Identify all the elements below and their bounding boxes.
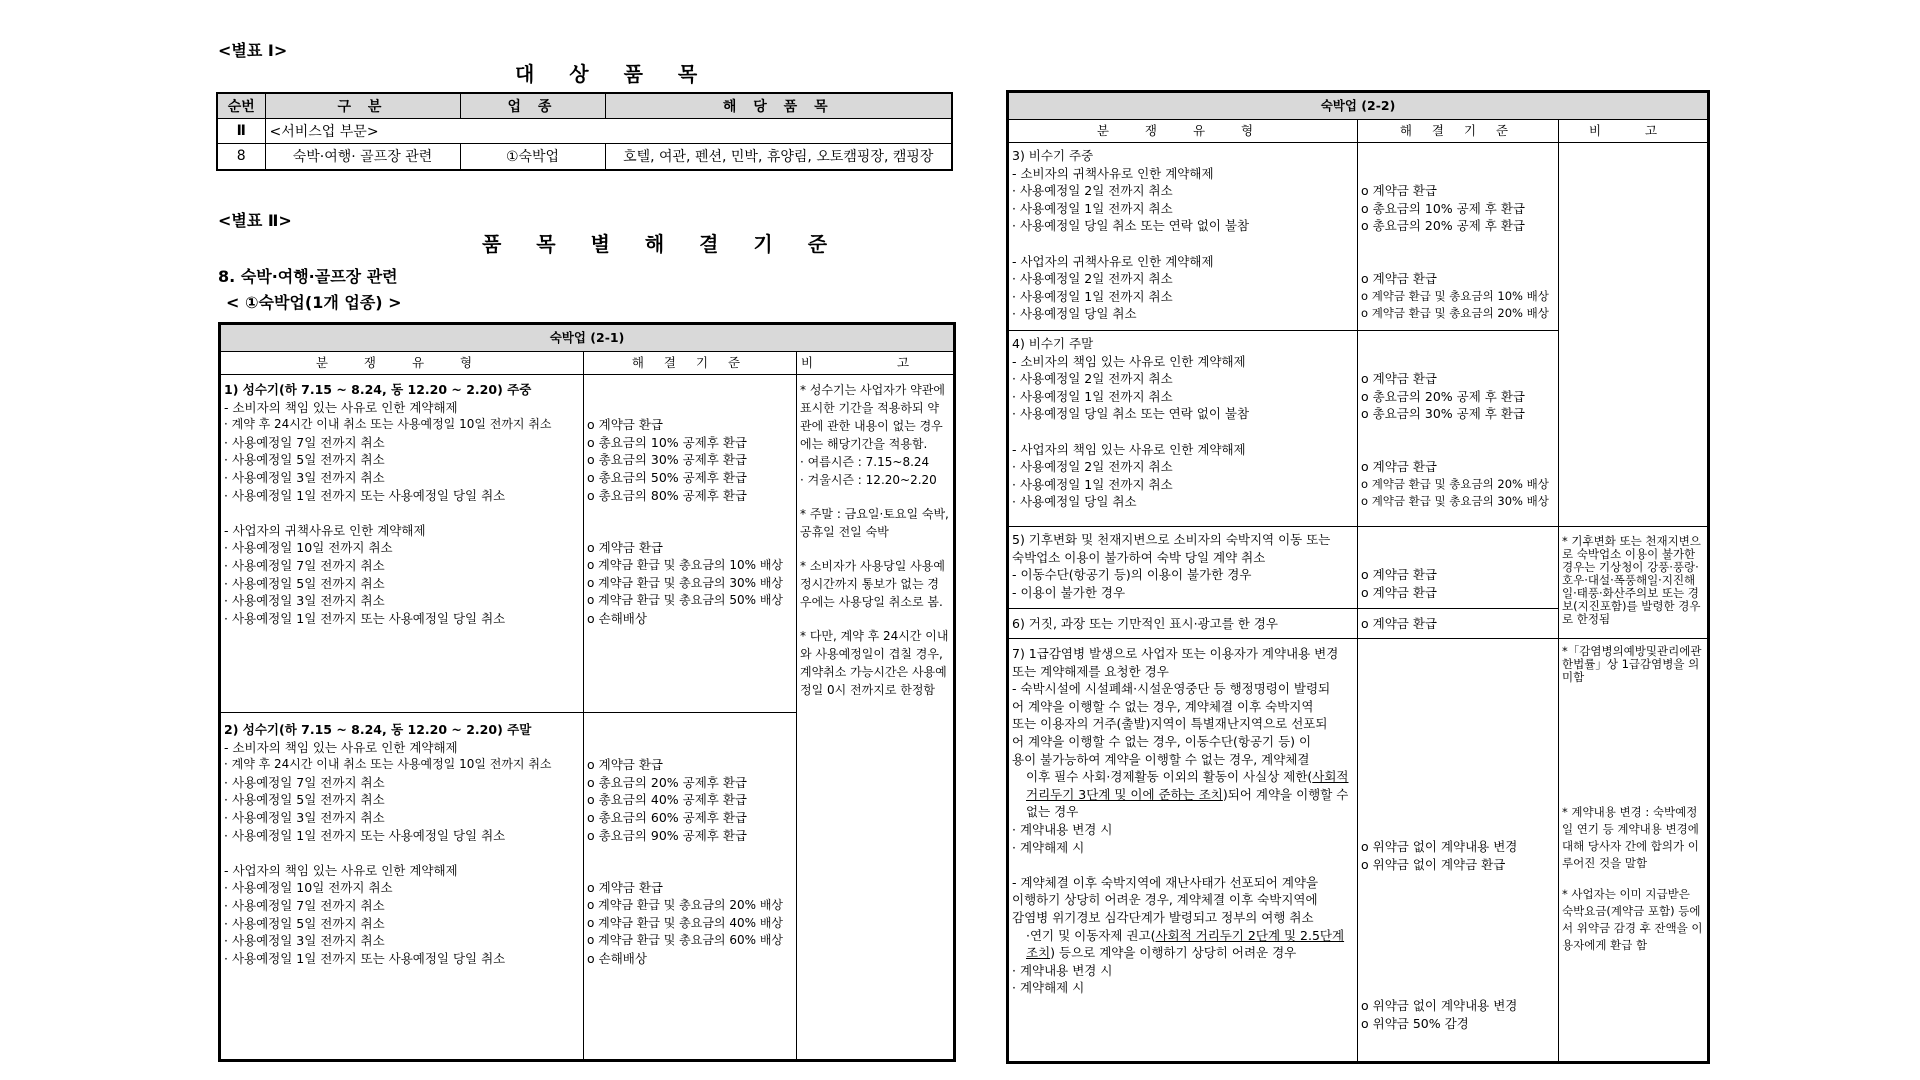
dispute-table-2-1: [218, 322, 956, 1062]
block7-resolution: [1358, 639, 1559, 1062]
resolution-item: o 총요금의 90% 공제후 환급: [587, 827, 747, 843]
block2-dispute: [221, 713, 584, 1060]
list-item: · 사용예정일 2일 전까지 취소: [1012, 459, 1173, 475]
list-item: · 사용예정일 당일 취소 또는 연락 없이 불참: [1012, 406, 1250, 422]
remarks-empty: [1559, 143, 1708, 527]
list-item: · 사용예정일 3일 전까지 취소: [224, 933, 385, 949]
underlined-text: 사회적 거리두기 3단계 및 이에 준하는 조치: [1026, 769, 1349, 802]
row-industry: ①숙박업: [460, 144, 605, 170]
block5-title: 5) 기후변화 및 천재지변으로 소비자의 숙박지역 이동 또는: [1012, 532, 1331, 547]
header-remarks: 비 고: [1559, 120, 1708, 143]
resolution-item: o 계약금 환급: [1361, 183, 1437, 199]
list-item: · 사용예정일 5일 전까지 취소: [224, 452, 385, 468]
list-item: · 사용예정일 당일 취소: [1012, 494, 1137, 510]
list-item: · 사용예정일 당일 취소 또는 연락 없이 불참: [1012, 218, 1250, 234]
remark: * 계약내용 변경 : 숙박예정일 연기 등 계약내용 변경에 대해 당사자 간에 합의가 이루어진 것을 말함: [1562, 805, 1699, 870]
header-dispute: 분 쟁 유 형: [221, 352, 584, 375]
resolution-item: o 총요금의 20% 공제 후 환급: [1361, 388, 1525, 404]
block3-resolution: [1358, 143, 1559, 331]
resolution-item: o 계약금 환급 및 총요금의 20% 배상: [587, 897, 784, 912]
list-item: - 소비자의 책임 있는 사유로 인한 계약해제: [224, 739, 458, 755]
remark: · 겨울시즌 : 12.20~2.20: [800, 473, 937, 487]
header-resolution: 해 결 기 준: [584, 352, 797, 375]
resolution-item: o 계약금 환급: [587, 757, 663, 773]
list-item: · 사용예정일 2일 전까지 취소: [1012, 183, 1173, 199]
list-item: · 사용예정일 5일 전까지 취소: [224, 915, 385, 931]
underlined-text: 사회적 거리두기 2단계 및 2.5단계 조치: [1026, 927, 1345, 961]
block4-title: 4) 비수기 주말: [1012, 336, 1094, 351]
table-row: [217, 144, 952, 170]
section-label: <서비스업 부문>: [265, 119, 952, 144]
list-item: · 사용예정일 당일 취소: [1012, 306, 1137, 322]
dispute-table-2-2: [1006, 90, 1710, 1064]
list-item: - 사업자의 귀책사유로 인한 계약해제: [224, 522, 426, 538]
text-fragment: ) 등으로 계약을 이행하기 상당히 어려운 경우: [1050, 945, 1297, 961]
block5-dispute: [1009, 527, 1358, 609]
list-item: · 계약해제 시: [1012, 839, 1085, 855]
table1-heading: 대 상 품 목: [515, 62, 712, 86]
resolution-item: o 계약금 환급 및 총요금의 50% 배상: [587, 593, 784, 608]
list-item: · 사용예정일 5일 전까지 취소: [224, 575, 385, 591]
list-item: · 계약내용 변경 시: [1012, 821, 1113, 837]
table2-label: <별표 Ⅱ>: [218, 211, 292, 230]
resolution-item: o 계약금 환급: [1361, 271, 1437, 287]
resolution-item: o 계약금 환급: [1361, 459, 1437, 475]
list-item: 어 계약을 이행할 수 없는 경우, 계약체결 이후 숙박지역: [1012, 698, 1314, 714]
resolution-item: o 위약금 없이 계약내용 변경: [1361, 839, 1518, 854]
list-item: 숙박업소 이용이 불가하여 숙박 당일 계약 취소: [1012, 549, 1266, 565]
resolution-item: o 계약금 환급 및 총요금의 20% 배상: [1361, 476, 1549, 491]
list-item: - 소비자의 귀책사유로 인한 계약해제: [1012, 165, 1214, 181]
block7-remarks: [1559, 639, 1708, 1062]
list-item: · 사용예정일 2일 전까지 취소: [1012, 271, 1173, 287]
remark: * 성수기는 사업자가 약관에 표시한 기간을 적용하되 약관에 관한 내용이 없는 경우에는 해당기간을 적용함.: [800, 383, 945, 451]
resolution-item: o 총요금의 20% 공제후 환급: [587, 774, 747, 790]
resolution-item: o 계약금 환급: [1361, 371, 1437, 387]
list-item: · 사용예정일 10일 전까지 취소: [224, 540, 393, 556]
header-remarks: 비 고: [797, 352, 954, 375]
list-item: 어 계약을 이행할 수 없는 경우, 이동수단(항공기 등) 이: [1012, 733, 1312, 749]
resolution-item: o 계약금 환급: [587, 417, 663, 433]
resolution-item: o 총요금의 30% 공제 후 환급: [1361, 406, 1525, 422]
header-cell: 구 분: [265, 93, 460, 119]
resolution-item: o 계약금 환급 및 총요금의 40% 배상: [587, 915, 784, 930]
list-item: · 사용예정일 3일 전까지 취소: [224, 593, 385, 609]
resolution-item: o 위약금 없이 계약금 환급: [1361, 856, 1506, 872]
resolution-item: o 총요금의 60% 공제후 환급: [587, 809, 747, 825]
table2-heading: 품 목 별 해 결 기 준: [482, 232, 842, 256]
list-item: · 사용예정일 1일 전까지 취소: [1012, 476, 1173, 492]
list-item: 감염병 위기경보 심각단계가 발령되고 정부의 여행 취소: [1012, 909, 1314, 925]
resolution-item: o 총요금의 10% 공제후 환급: [587, 434, 747, 450]
resolution-item: o 총요금의 30% 공제후 환급: [587, 452, 747, 468]
list-item: 이행하기 상당히 어려운 경우, 계약체결 이후 숙박지역에: [1012, 892, 1318, 908]
list-item: - 사업자의 책임 있는 사유로 인한 계약해제: [224, 862, 458, 878]
header-dispute: 분 쟁 유 형: [1009, 120, 1358, 143]
block1-title: 1) 성수기(하 7.15 ~ 8.24, 동 12.20 ~ 2.20) 주중: [224, 382, 532, 397]
header-cell: 순번: [217, 93, 265, 119]
resolution-item: o 계약금 환급 및 총요금의 20% 배상: [1361, 306, 1549, 321]
remark: · 여름시즌 : 7.15~8.24: [800, 455, 930, 469]
resolution-item: o 계약금 환급: [587, 880, 663, 896]
list-item: [1012, 927, 1354, 962]
list-item: 용이 불가능하여 계약을 이행할 수 없는 경우, 계약체결: [1012, 751, 1310, 767]
table-caption: 숙박업 (2-2): [1009, 93, 1708, 120]
resolution-item: o 총요금의 50% 공제후 환급: [587, 469, 747, 485]
text-fragment: 이후 필수 사회·경제활동 이외의 활동이 사실상 제한(: [1026, 769, 1313, 785]
list-item: - 이동수단(항공기 등)의 이용이 불가한 경우: [1012, 567, 1252, 583]
text-fragment: )되어 계약을 이행할 수 없는 경우: [1026, 786, 1349, 820]
list-item: 또는 이용자의 거주(출발)지역이 특별재난지역으로 선포되: [1012, 716, 1328, 732]
block2-resolution: [584, 713, 797, 1060]
block4-dispute: [1009, 331, 1358, 527]
block6-resolution: [1358, 609, 1559, 639]
resolution-item: o 위약금 50% 감경: [1361, 1015, 1469, 1031]
text-fragment: ·연기 및 이동자제 권고(: [1026, 927, 1156, 943]
list-item: · 사용예정일 10일 전까지 취소: [224, 880, 393, 896]
resolution-item: o 총요금의 20% 공제 후 환급: [1361, 218, 1525, 234]
resolution-item: o 손해배상: [587, 950, 647, 966]
block6-title: 6) 거짓, 과장 또는 기만적인 표시·광고를 한 경우: [1012, 615, 1278, 631]
list-item: 또는 계약해제를 요청한 경우: [1012, 663, 1169, 679]
list-item: - 소비자의 책임 있는 사유로 인한 계약해제: [224, 399, 458, 415]
list-item: [1012, 768, 1354, 821]
resolution-item: o 계약금 환급: [587, 540, 663, 556]
list-item: · 사용예정일 1일 전까지 또는 사용예정일 당일 취소: [224, 950, 506, 966]
resolution-item: o 계약금 환급 및 총요금의 60% 배상: [587, 933, 784, 948]
subsection-title: < ①숙박업(1개 업종) >: [226, 293, 402, 312]
remark: * 다만, 계약 후 24시간 이내와 사용예정일이 겹칠 경우, 계약취소 가능시간은 사용예정일 0시 전까지로 한정함: [800, 629, 949, 697]
remark: * 기후변화 또는 천재지변으로 숙박업소 이용이 불가한 경우는 기상청이 강풍·풍랑·호우·대설·폭풍해일·지진해일·태풍·화산주의보 또는 경보(지진포함)를 발령한 경우로 한정됨: [1562, 534, 1701, 626]
remark: * 소비자가 사용당일 사용예정시간까지 통보가 없는 경우에는 사용당일 취소로 봄.: [800, 559, 945, 609]
block5-resolution: [1358, 527, 1559, 609]
list-item: - 사업자의 귀책사유로 인한 계약해제: [1012, 253, 1214, 269]
list-item: · 사용예정일 5일 전까지 취소: [224, 792, 385, 808]
list-item: · 사용예정일 1일 전까지 또는 사용예정일 당일 취소: [224, 827, 506, 843]
resolution-item: o 총요금의 10% 공제 후 환급: [1361, 200, 1525, 216]
resolution-item: o 계약금 환급: [1361, 615, 1437, 631]
block1-resolution: [584, 375, 797, 713]
header-cell: 업 종: [460, 93, 605, 119]
list-item: · 사용예정일 7일 전까지 취소: [224, 557, 385, 573]
list-item: · 사용예정일 7일 전까지 취소: [224, 774, 385, 790]
table-caption: 숙박업 (2-1): [221, 325, 954, 352]
resolution-item: o 계약금 환급 및 총요금의 30% 배상: [1361, 494, 1549, 509]
list-item: · 사용예정일 1일 전까지 취소: [1012, 388, 1173, 404]
list-item: - 이용이 불가한 경우: [1012, 584, 1126, 600]
resolution-item: o 총요금의 80% 공제후 환급: [587, 487, 747, 503]
list-item: · 계약해제 시: [1012, 980, 1085, 996]
section-number: Ⅱ: [217, 119, 265, 144]
remarks-column: [797, 375, 954, 1060]
resolution-item: o 계약금 환급 및 총요금의 30% 배상: [587, 575, 784, 590]
row-category: 숙박·여행· 골프장 관련: [265, 144, 460, 170]
resolution-item: o 계약금 환급 및 총요금의 10% 배상: [1361, 288, 1549, 303]
table-row: [217, 119, 952, 144]
list-item: · 계약내용 변경 시: [1012, 962, 1113, 978]
resolution-item: o 계약금 환급: [1361, 567, 1437, 583]
row-items: 호텔, 여관, 펜션, 민박, 휴양림, 오토캠핑장, 캠핑장: [605, 144, 952, 170]
resolution-item: o 계약금 환급 및 총요금의 10% 배상: [587, 557, 784, 572]
block7-dispute: [1009, 639, 1358, 1062]
list-item: - 소비자의 책임 있는 사유로 인한 계약해제: [1012, 353, 1246, 369]
remark: *「감염병의예방및관리에관한법률」상 1급감염병을 의미함: [1562, 644, 1702, 684]
remark: * 주말 : 금요일·토요일 숙박, 공휴일 전일 숙박: [800, 507, 949, 539]
block3-title: 3) 비수기 주중: [1012, 148, 1094, 163]
row-number: 8: [217, 144, 265, 170]
header-resolution: 해 결 기 준: [1358, 120, 1559, 143]
block1-dispute: [221, 375, 584, 713]
block3-dispute: [1009, 143, 1358, 331]
list-item: · 사용예정일 1일 전까지 또는 사용예정일 당일 취소: [224, 487, 506, 503]
target-items-table: [216, 92, 953, 171]
list-item: · 계약 후 24시간 이내 취소 또는 사용예정일 10일 전까지 취소: [224, 757, 552, 772]
list-item: · 사용예정일 7일 전까지 취소: [224, 897, 385, 913]
block4-resolution: [1358, 331, 1559, 527]
resolution-item: o 총요금의 40% 공제후 환급: [587, 792, 747, 808]
list-item: - 숙박시설에 시설폐쇄·시설운영중단 등 행정명령이 발령되: [1012, 681, 1331, 697]
block7-title: 7) 1급감염병 발생으로 사업자 또는 이용자가 계약내용 변경: [1012, 646, 1339, 661]
list-item: - 사업자의 책임 있는 사유로 인한 계약해제: [1012, 441, 1246, 457]
resolution-item: o 위약금 없이 계약내용 변경: [1361, 998, 1518, 1014]
block6-dispute: [1009, 609, 1358, 639]
resolution-item: o 계약금 환급: [1361, 584, 1437, 600]
table1-label: <별표 Ⅰ>: [218, 41, 288, 60]
list-item: · 사용예정일 2일 전까지 취소: [1012, 371, 1173, 387]
section-title: 8. 숙박·여행·골프장 관련: [218, 267, 398, 286]
block2-title: 2) 성수기(하 7.15 ~ 8.24, 동 12.20 ~ 2.20) 주말: [224, 722, 532, 737]
remark: * 사업자는 이미 지급받은 숙박요금(계약금 포함) 등에서 위약금 감경 후 잔액을 이용자에게 환급 함: [1562, 887, 1703, 952]
list-item: · 사용예정일 7일 전까지 취소: [224, 434, 385, 450]
list-item: · 사용예정일 3일 전까지 취소: [224, 469, 385, 485]
list-item: · 사용예정일 1일 전까지 취소: [1012, 288, 1173, 304]
list-item: · 사용예정일 3일 전까지 취소: [224, 809, 385, 825]
list-item: · 사용예정일 1일 전까지 또는 사용예정일 당일 취소: [224, 610, 506, 626]
table-header-row: [217, 93, 952, 119]
list-item: · 사용예정일 1일 전까지 취소: [1012, 200, 1173, 216]
list-item: · 계약 후 24시간 이내 취소 또는 사용예정일 10일 전까지 취소: [224, 417, 552, 432]
resolution-item: o 손해배상: [587, 610, 647, 626]
list-item: - 계약체결 이후 숙박지역에 재난사태가 선포되어 계약을: [1012, 874, 1319, 890]
header-cell: 해 당 품 목: [605, 93, 952, 119]
block5-remark: [1559, 527, 1708, 639]
